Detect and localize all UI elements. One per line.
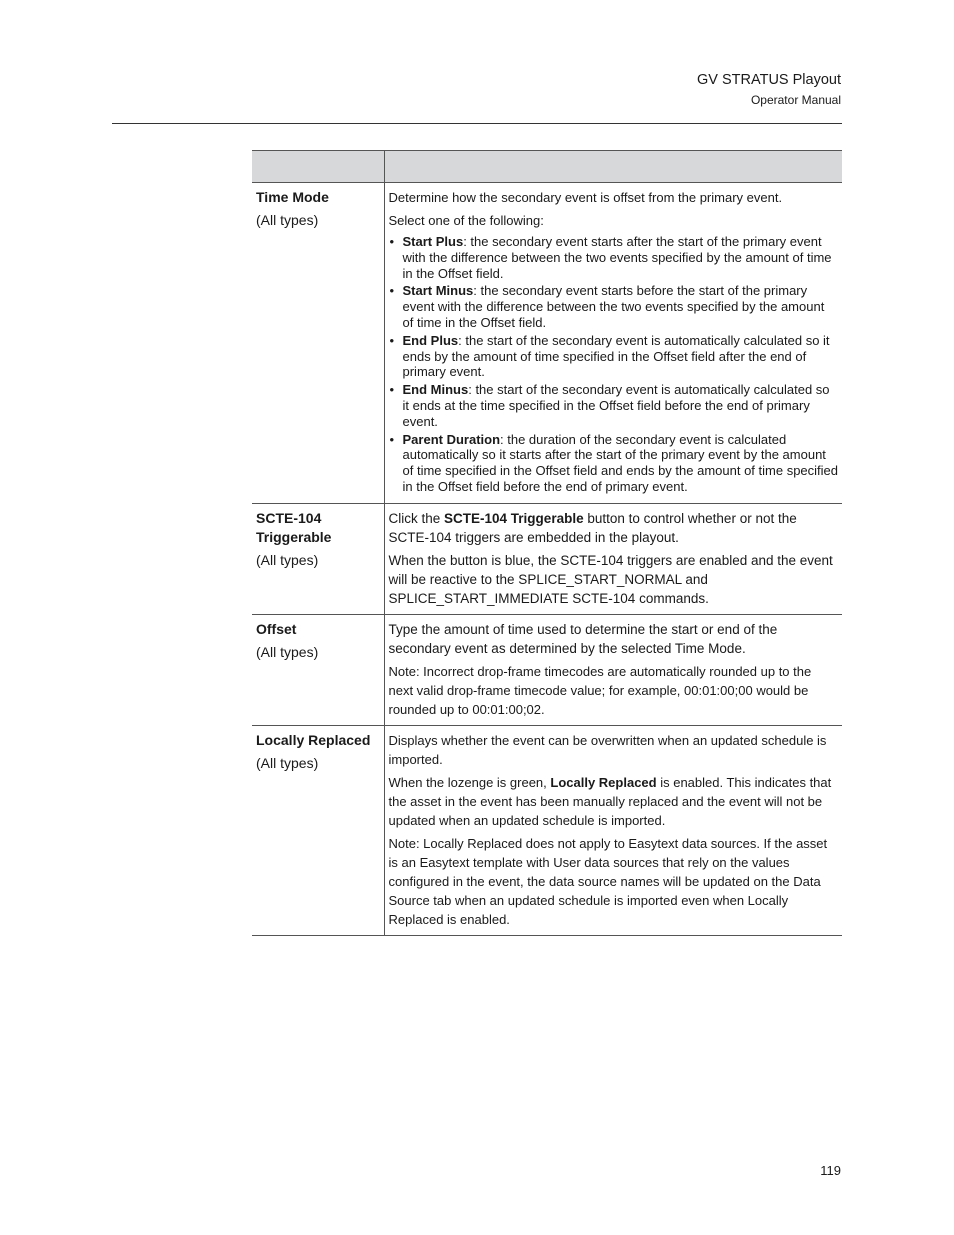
- setting-cell: [252, 503, 384, 614]
- header-rule: [112, 123, 842, 124]
- bullet-icon: •: [389, 382, 395, 398]
- description-text: Type the amount of time used to determine the start or end of the secondary event as determined by the selected Time Mode.: [388, 621, 778, 656]
- option-term: Start Plus: [402, 234, 464, 249]
- text-run: button to control whether or not the SCTE-104 triggers are embedded in the playout.: [388, 510, 797, 545]
- settings-table: [252, 150, 842, 936]
- list-item: [389, 432, 839, 495]
- description-cell: [384, 614, 842, 725]
- description-cell: [384, 183, 842, 504]
- list-item: [389, 382, 839, 429]
- options-list: [389, 234, 839, 495]
- text-run: Click the: [388, 510, 445, 526]
- setting-type: (All types): [256, 643, 319, 660]
- option-description: : the secondary event starts after the start of the primary event with the difference between the two events specified by the amount of time in the Offset field.: [402, 234, 832, 281]
- setting-name: Locally Replaced: [256, 731, 371, 748]
- description-text: Select one of the following:: [388, 213, 544, 228]
- setting-name: Time Mode: [256, 189, 329, 205]
- setting-cell: [252, 183, 384, 504]
- option-description: : the secondary event starts before the start of the primary event with the difference between the two events specified by the amount of time in the Offset field.: [402, 283, 825, 330]
- list-item: [389, 234, 839, 281]
- setting-type: (All types): [256, 551, 319, 568]
- document-title: GV STRATUS Playout: [697, 72, 841, 88]
- column-header-setting: [252, 151, 384, 183]
- option-term: End Minus: [402, 382, 469, 398]
- text-run: When the lozenge is green,: [388, 774, 551, 790]
- description-text: [389, 509, 839, 547]
- setting-name: Offset: [256, 620, 297, 637]
- option-description: : the start of the secondary event is automatically calculated so it ends by the amount of time specified in the Offset field after the end of primary event.: [402, 332, 830, 380]
- description-cell: [384, 503, 842, 614]
- table-row-locally-replaced: [252, 725, 842, 935]
- setting-cell: [252, 725, 384, 935]
- note-text: Note: Locally Replaced does not apply to Easytext data sources. If the asset is an Easytext template with User data sources that rely on the values configured in the event, the data source names will be updated on the Data Source tab when an updated schedule is imported even when Locally Replaced is enabled.: [388, 835, 828, 927]
- description-text: When the button is blue, the SCTE-104 triggers are enabled and the event will be reactive to the SPLICE_START_NORMAL and SPLICE_START_IMMEDIATE SCTE-104 commands.: [388, 552, 833, 606]
- option-term: End Plus: [402, 332, 459, 348]
- document-subtitle: Operator Manual: [750, 93, 841, 107]
- bullet-icon: •: [389, 283, 395, 299]
- setting-cell: [252, 614, 384, 725]
- list-item: [389, 283, 839, 330]
- column-header-description: [384, 151, 842, 183]
- option-description: : the start of the secondary event is automatically calculated so it ends at the time specified in the Offset field before the end of primary event.: [402, 382, 830, 429]
- running-header: [697, 70, 841, 109]
- setting-name: SCTE-104 Triggerable: [256, 509, 332, 545]
- option-term: Parent Duration: [402, 431, 501, 447]
- description-text: Displays whether the event can be overwritten when an updated schedule is imported.: [388, 732, 827, 767]
- bullet-icon: •: [389, 431, 395, 447]
- setting-type: (All types): [256, 212, 319, 228]
- list-item: [389, 333, 839, 380]
- description-text: Determine how the secondary event is offset from the primary event.: [388, 190, 783, 205]
- option-description: : the duration of the secondary event is calculated automatically so it starts after the start of the primary event by the amount of time specified in the Offset field and ends by the amount of time specified in the Offset field before the end of primary event.: [402, 431, 839, 494]
- setting-type: (All types): [256, 754, 319, 771]
- table-header-row: [252, 151, 842, 183]
- option-term: Start Minus: [402, 283, 474, 299]
- text-run: is enabled. This indicates that the asset in the event has been manually replaced and the event will not be updated when an updated schedule is imported.: [388, 774, 832, 828]
- description-cell: [384, 725, 842, 935]
- page-number: 119: [820, 1163, 841, 1178]
- ui-term: SCTE-104 Triggerable: [444, 510, 584, 526]
- table-row-scte-104-triggerable: [252, 503, 842, 614]
- ui-term: Locally Replaced: [550, 774, 657, 790]
- description-text: [389, 773, 839, 830]
- table-row-offset: [252, 614, 842, 725]
- bullet-icon: •: [389, 332, 395, 348]
- table-row-time-mode: [252, 183, 842, 504]
- bullet-icon: •: [389, 234, 395, 249]
- note-text: Note: Incorrect drop-frame timecodes are automatically rounded up to the next valid drop-frame timecode value; for example, 00:01:00;00 would be rounded up to 00:01:00;02.: [388, 663, 812, 717]
